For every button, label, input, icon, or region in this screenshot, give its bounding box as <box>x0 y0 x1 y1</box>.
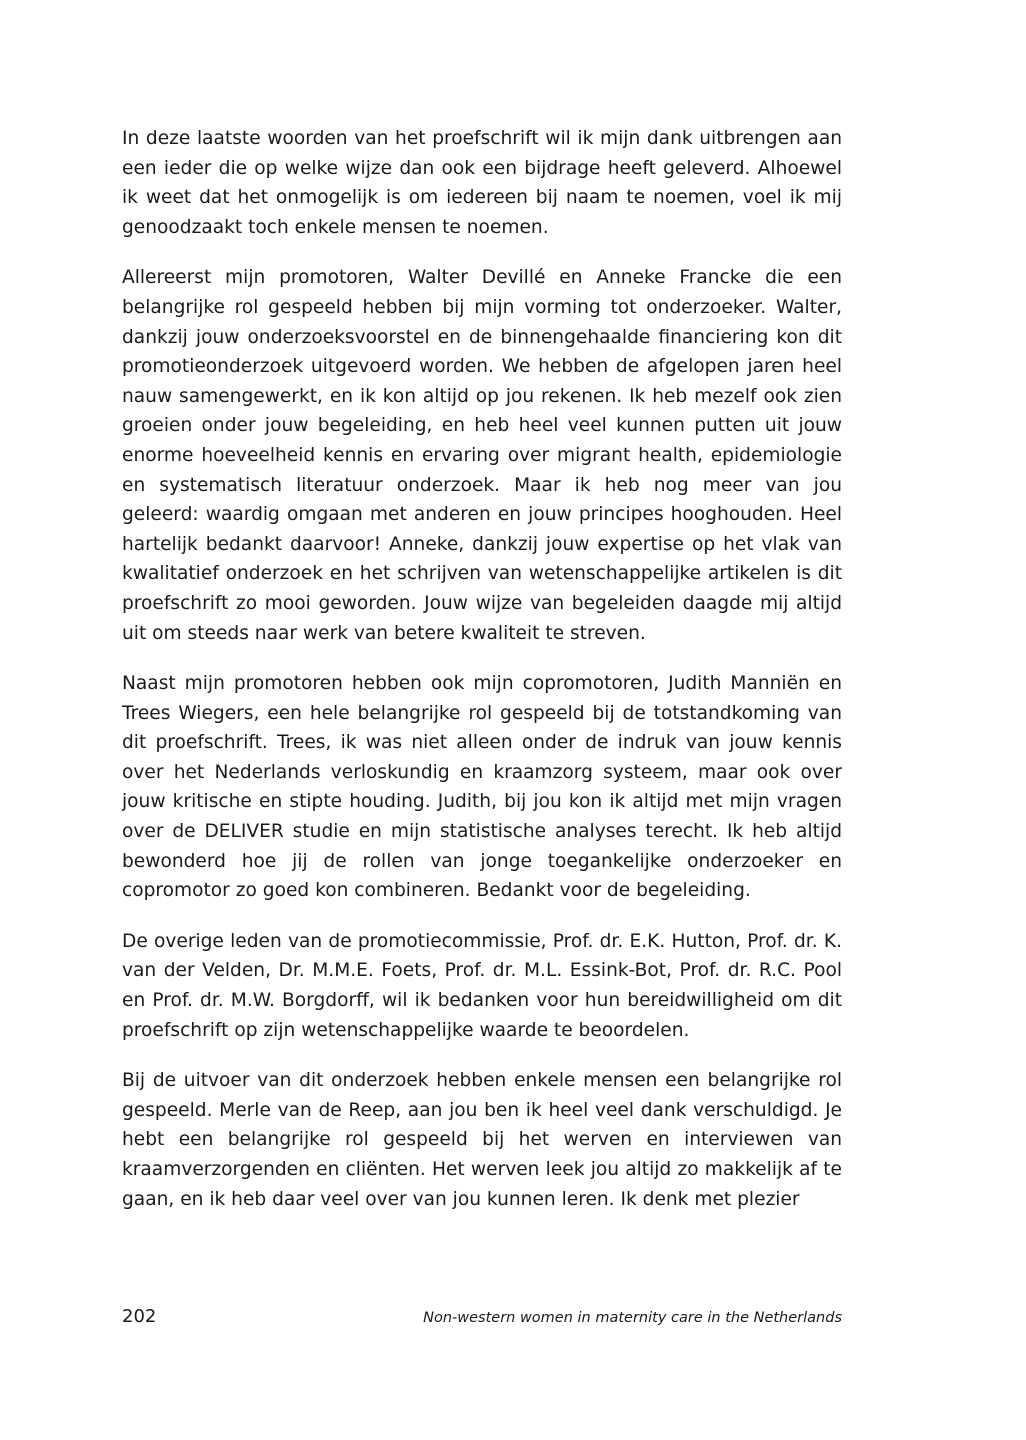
paragraph-copromotors: Naast mijn promotoren hebben ook mijn copromotoren, Judith Manniën en Trees Wiegers, een hele belangrijke rol gespeeld bij de totstandkoming van dit proefschrift. Trees, ik was niet alleen onder de indruk van jouw kennis over het Nederlands verloskundig en kraamzorg systeem, maar ook over jouw kritische en stipte houding. Judith, bij jou kon ik altijd met mijn vragen over de DELIVER studie en mijn statistische analyses terecht. Ik heb altijd bewonderd hoe jij de rollen van jonge toegankelijke onderzoeker en copromotor zo goed kon combineren. Bedankt voor de begeleiding. <box>122 673 842 902</box>
paragraph-intro: In deze laatste woorden van het proefschrift wil ik mijn dank uitbrengen aan een ieder die op welke wijze dan ook een bijdrage heeft geleverd. Alhoewel ik weet dat het onmogelijk is om iedereen bij naam te noemen, voel ik mij genoodzaakt toch enkele mensen te noemen. <box>122 128 842 238</box>
running-title: Non-western women in maternity care in the Netherlands <box>423 1310 842 1326</box>
page-body <box>122 124 842 1235</box>
paragraph-committee: De overige leden van de promotiecommissie, Prof. dr. E.K. Hutton, Prof. dr. K. van der Velden, Dr. M.M.E. Foets, Prof. dr. M.L. Essink-Bot, Prof. dr. R.C. Pool en Prof. dr. M.W. Borgdorff, wil ik bedanken voor hun bereidwilligheid om dit proefschrift op zijn wetenschappelijke waarde te beoordelen. <box>122 930 842 1041</box>
paragraph-research-support: Bij de uitvoer van dit onderzoek hebben enkele mensen een belangrijke rol gespeeld. Merle van de Reep, aan jou ben ik heel veel dank verschuldigd. Je hebt een belangrijke rol gespeeld bij het werven en interviewen van kraamverzorgenden en cliënten. Het werven leek jou altijd zo makkelijk af te gaan, en ik heb daar veel over van jou kunnen leren. Ik denk met plezier <box>122 1070 842 1210</box>
page-footer <box>122 1304 842 1330</box>
paragraph-promotors: Allereerst mijn promotoren, Walter Devillé en Anneke Francke die een belangrijke rol gespeeld hebben bij mijn vorming tot onderzoeker. Walter, dankzij jouw onderzoeksvoorstel en de binnengehaalde financiering kon dit promotieonderzoek uitgevoerd worden. We hebben de afgelopen jaren heel nauw samengewerkt, en ik kon altijd op jou rekenen. Ik heb mezelf ook zien groeien onder jouw begeleiding, en heb heel veel kunnen putten uit jouw enorme hoeveelheid kennis en ervaring over migrant health, epidemiologie en systematisch literatuur onderzoek. Maar ik heb nog meer van jou geleerd: waardig omgaan met anderen en jouw principes hooghouden. Heel hartelijk bedankt daarvoor! Anneke, dankzij jouw expertise op het vlak van kwalitatief onderzoek en het schrijven van wetenschappelijke artikelen is dit proefschrift zo mooi geworden. Jouw wijze van begeleiden daagde mij altijd uit om steeds naar werk van betere kwaliteit te streven. <box>122 267 842 644</box>
page-number: 202 <box>122 1306 157 1327</box>
